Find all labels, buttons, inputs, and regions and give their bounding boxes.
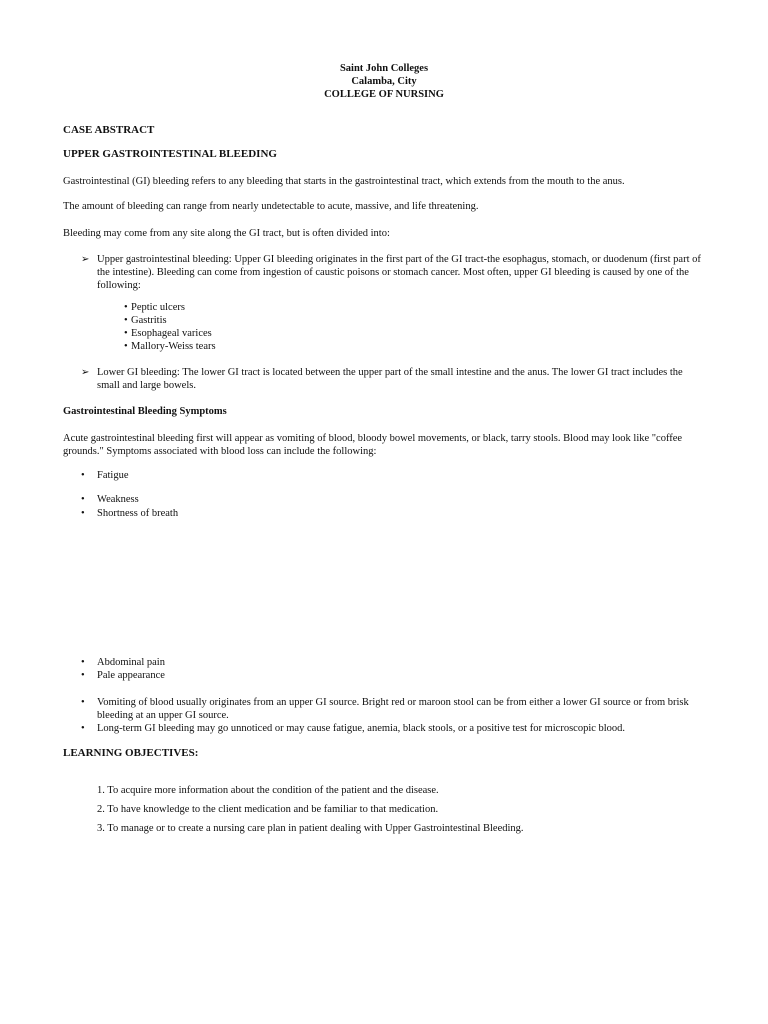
- objective-item: 1. To acquire more information about the condition of the patient and the disease.: [97, 785, 439, 796]
- note-item: Long-term GI bleeding may go unnoticed or may cause fatigue, anemia, black stools, or a positive test for microscopic blood.: [97, 723, 626, 734]
- bullet-icon: •: [124, 302, 128, 313]
- bullet-icon: •: [81, 470, 85, 481]
- school-location: Calamba, City: [351, 76, 417, 87]
- objectives-heading: LEARNING OBJECTIVES:: [63, 747, 199, 759]
- arrow-bullet-icon: ➢: [81, 367, 90, 378]
- symptoms-intro: Acute gastrointestinal bleeding first will appear as vomiting of blood, bloody bowel movements, or black, tarry stools. Blood may look like "coffee grounds." Symptoms associated with blood loss can include the following:: [63, 433, 683, 457]
- cause-item: Peptic ulcers: [131, 302, 185, 313]
- cause-item: Mallory-Weiss tears: [131, 341, 216, 352]
- lower-gi-item: Lower GI bleeding: The lower GI tract is located between the upper part of the small intestine and the anus. The lower GI tract includes the small and large bowels.: [97, 367, 683, 391]
- bullet-icon: •: [124, 315, 128, 326]
- symptom-item: Shortness of breath: [97, 508, 179, 519]
- bullet-icon: •: [81, 508, 85, 519]
- college-name: COLLEGE OF NURSING: [324, 89, 444, 100]
- symptom-item: Abdominal pain: [97, 657, 165, 668]
- document-header: [0, 62, 768, 101]
- note-item: Vomiting of blood usually originates from an upper GI source. Bright red or maroon stool can be from either a lower GI source or from brisk bleeding at an upper GI source.: [97, 697, 689, 721]
- site-paragraph: Bleeding may come from any site along the GI tract, but is often divided into:: [63, 228, 390, 239]
- bullet-icon: •: [124, 341, 128, 352]
- school-name: Saint John Colleges: [339, 63, 429, 74]
- symptom-item: Weakness: [97, 494, 139, 505]
- symptoms-heading: Gastrointestinal Bleeding Symptoms: [63, 406, 227, 417]
- upper-gi-item: Upper gastrointestinal bleeding: Upper GI bleeding originates in the first part of the GI tract-the esophagus, stomach, or duodenum (first part of the intestine). Bleeding can come from ingestion of caustic poisons or stomach cancer. Most often, upper GI bleeding is caused by one of the following:: [97, 254, 701, 291]
- objective-item: 2. To have knowledge to the client medication and be familiar to that medication.: [97, 804, 439, 815]
- cause-item: Esophageal varices: [131, 328, 212, 339]
- bullet-icon: •: [81, 657, 85, 668]
- intro-paragraph: Gastrointestinal (GI) bleeding refers to any bleeding that starts in the gastrointestinal tract, which extends from the mouth to the anus.: [63, 176, 625, 187]
- bullet-icon: •: [124, 328, 128, 339]
- symptom-item: Fatigue: [97, 470, 129, 481]
- symptom-item: Pale appearance: [97, 670, 165, 681]
- bullet-icon: •: [81, 697, 85, 708]
- arrow-bullet-icon: ➢: [81, 254, 90, 265]
- bullet-icon: •: [81, 723, 85, 734]
- cause-item: Gastritis: [131, 315, 167, 326]
- amount-paragraph: The amount of bleeding can range from nearly undetectable to acute, massive, and life threatening.: [63, 201, 479, 212]
- document-title: UPPER GASTROINTESTINAL BLEEDING: [63, 148, 277, 160]
- case-abstract-heading: CASE ABSTRACT: [63, 124, 155, 136]
- bullet-icon: •: [81, 670, 85, 681]
- bullet-icon: •: [81, 494, 85, 505]
- objective-item: 3. To manage or to create a nursing care plan in patient dealing with Upper Gastrointestinal Bleeding.: [97, 823, 524, 834]
